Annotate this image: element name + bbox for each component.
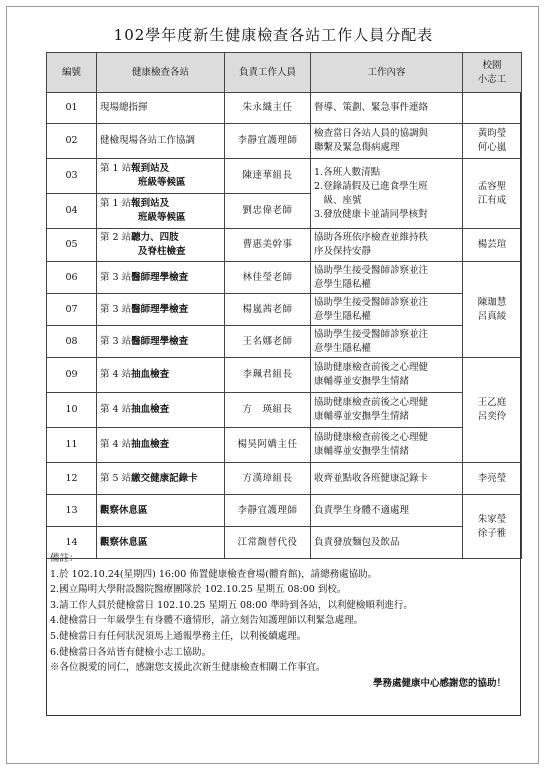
volunteer-name: 徐子雅 [477,527,507,539]
row-station [97,93,225,124]
table-row [47,495,522,527]
station-name: 抽血檢查 [131,369,170,380]
row-station [97,393,225,428]
row-station [97,194,225,229]
row-person: 林佳瑩老師 [225,262,311,294]
row-no: 12 [47,463,97,495]
work-line: 意學生隱私權 [314,310,372,322]
table-row [47,428,522,463]
row-no: 09 [47,358,97,393]
volunteer-group-6 [463,463,522,495]
row-no: 10 [47,393,97,428]
header-station: 健康檢查各站 [97,53,225,93]
row-work [311,463,463,495]
row-person: 劉忠偉老師 [225,194,311,229]
row-station [97,262,225,294]
row-work [311,262,463,294]
row-station [97,358,225,393]
header-work: 工作內容 [311,53,463,93]
station-index: 第 1 站 [100,198,132,209]
volunteer-name: 黃昀瑩 [477,128,507,139]
station-index: 第 4 站 [100,404,132,415]
row-station [97,326,225,358]
header-person: 負責工作人員 [225,53,311,93]
table-row [47,262,522,294]
note-item: 2.國立陽明大學附設醫院醫療團隊於 102.10.25 星期五 08:00 到校。 [50,584,347,596]
row-work [311,229,463,262]
row-no: 05 [47,229,97,262]
row-no: 07 [47,294,97,326]
note-item: 3.請工作人員於健檢當日 102.10.25 星期五 08:00 準時到各站，以利健檢順利進行。 [50,599,413,611]
header-no: 編號 [47,53,97,93]
work-line: 康輔導並安撫學生情緒 [314,446,410,457]
page-title: 102學年度新生健康檢查各站工作人員分配表 [113,26,434,44]
work-line: 協助學生接受醫師診察並注 [314,296,429,308]
table-row [47,358,522,393]
row-person: 方漢璋組長 [225,463,311,495]
header-volunteer-line1: 校園 [482,59,502,71]
row-no: 03 [47,159,97,194]
row-no: 01 [47,93,97,124]
work-line: 協助學生接受醫師診察並注 [314,328,429,340]
table-row [47,93,522,124]
note-item: 1.於 102.10.24(星期四) 16:00 佈置健康檢查會場(體育館)，請總務處協助。 [50,568,378,580]
station-index: 第 1 站 [100,163,132,174]
station-line: 班級等候區 [138,212,186,223]
notes-heading: 備註： [50,553,79,564]
work-line: 聯繫及緊急傷病處理 [314,142,400,153]
header-volunteer [463,53,522,93]
table-row [47,294,522,326]
volunteer-name: 朱家瑩 [477,513,507,525]
row-no: 06 [47,262,97,294]
row-work [311,93,463,124]
volunteer-name: 呂真綾 [477,310,507,322]
row-volunteer-empty [463,93,522,124]
volunteer-name: 孟容聖 [477,180,507,192]
station-text: 健檢現場各站工作協調 [100,135,196,146]
row-work [311,495,463,527]
row-station [97,124,225,159]
volunteer-name: 呂奕伶 [477,411,507,422]
staff-assignment-table [46,52,522,559]
work-text: 負責學生身體不適處理 [314,504,410,516]
volunteer-group-5 [463,358,522,463]
table-row [47,463,522,495]
station-index: 第 4 站 [100,369,132,380]
volunteer-group-4 [463,262,522,358]
note-item: ※各位親愛的同仁，感謝您支援此次新生健康檢查相關工作事宜。 [50,662,326,674]
work-line: 協助健康檢查前後之心理健 [314,362,429,373]
work-line: 3.發放健康卡並請同學核對 [314,208,428,220]
row-person: 王名娜老師 [225,326,311,358]
work-text: 督導、策劃、緊急事件連絡 [314,102,429,113]
volunteer-group-2 [463,159,522,229]
station-index: 第 2 站 [100,232,132,243]
station-index: 第 3 站 [100,271,132,283]
work-line: 協助健康檢查前後之心理健 [314,397,429,408]
row-no: 08 [47,326,97,358]
station-name: 醫師理學檢查 [131,271,189,283]
volunteer-name: 陳珈慧 [477,296,507,308]
station-name: 聽力、四肢 [131,232,179,243]
note-item: 4.健檢當日一年級學生有身體不適情形，請立刻告知護理師以利緊急處理。 [50,615,364,627]
volunteer-name: 楊芸瑄 [477,239,507,250]
row-person: 江常馥替代役 [225,527,311,559]
thanks-signature: 學務處健康中心感謝您的協助！ [372,677,506,689]
work-line: 2.登錄請假及已進食學生班 [314,180,428,192]
work-line: 意學生隱私權 [314,278,372,290]
row-station [97,428,225,463]
station-line [100,162,221,176]
row-no: 04 [47,194,97,229]
row-person: 方 瑛組長 [225,393,311,428]
row-no: 14 [47,527,97,559]
row-station [97,495,225,527]
row-work [311,393,463,428]
row-work [311,358,463,393]
row-work [311,326,463,358]
volunteer-group-7 [463,495,522,559]
station-index: 第 4 站 [100,439,132,450]
work-line: 級、座號 [314,194,362,206]
station-index: 第 3 站 [100,303,132,315]
station-name: 報到站及 [131,198,170,209]
row-person: 李靜宜護理師 [225,495,311,527]
station-name: 醫師理學檢查 [131,303,189,315]
work-text: 負責發放麵包及飲品 [314,536,400,548]
station-name: 觀察休息區 [100,536,148,548]
station-name: 抽血檢查 [131,404,170,415]
work-line: 序及保持安靜 [314,246,372,257]
notes-section [50,551,516,691]
row-work-merged [311,159,463,229]
note-item: 6.健檢當日各站皆有健檢小志工協助。 [50,646,212,658]
station-index: 第 5 站 [100,472,132,484]
row-person: 陳達華組長 [225,159,311,194]
work-line: 協助健康檢查前後之心理健 [314,432,429,443]
row-station [97,294,225,326]
work-line: 康輔導並安撫學生情緒 [314,411,410,422]
row-work [311,428,463,463]
station-text: 現場總指揮 [100,102,148,113]
table-row [47,229,522,262]
table-row [47,326,522,358]
row-person: 曹惠美幹事 [225,229,311,262]
station-line: 班級等候區 [138,177,186,188]
volunteer-name: 何心嵐 [477,142,507,153]
station-line [100,197,221,211]
station-name: 繳交健康記錄卡 [131,472,198,484]
station-index: 第 3 站 [100,335,132,347]
row-person: 楊昊阿嬌主任 [225,428,311,463]
table-row [47,159,522,194]
row-station [97,229,225,262]
volunteer-group-3 [463,229,522,262]
volunteer-name: 江有成 [477,194,507,206]
row-no: 02 [47,124,97,159]
table-row [47,393,522,428]
row-no: 13 [47,495,97,527]
station-line: 及脊柱檢查 [138,246,186,257]
table-row [47,124,522,159]
row-station [97,463,225,495]
work-line: 協助學生接受醫師診察並注 [314,264,429,276]
station-name: 觀察休息區 [100,504,148,516]
table-header-row [47,53,522,93]
row-person: 朱永織主任 [225,93,311,124]
station-name: 報到站及 [131,163,170,174]
volunteer-name: 李亮瑩 [477,472,507,484]
row-person: 李珮君組長 [225,358,311,393]
row-person: 楊嵐茜老師 [225,294,311,326]
work-line: 1.各班人數清點 [314,166,381,178]
station-line [100,231,221,245]
row-station [97,159,225,194]
work-line: 協助各班依序檢查並維持秩 [314,232,429,243]
work-line: 意學生隱私權 [314,342,372,354]
volunteer-group-1 [463,124,522,159]
header-volunteer-line2: 小志工 [477,73,507,85]
work-line: 檢查當日各站人員的協調與 [314,128,429,139]
row-work [311,294,463,326]
row-work [311,124,463,159]
row-person: 李靜宜護理師 [225,124,311,159]
volunteer-name: 王乙庭 [477,397,507,408]
row-no: 11 [47,428,97,463]
work-text: 收齊並點收各班健康記錄卡 [314,472,429,484]
station-name: 醫師理學檢查 [131,335,189,347]
work-line: 康輔導並安撫學生情緒 [314,376,410,387]
station-name: 抽血檢查 [131,439,170,450]
note-item: 5.健檢當日有任何狀況須馬上通報學務主任，以利後續處理。 [50,630,307,642]
